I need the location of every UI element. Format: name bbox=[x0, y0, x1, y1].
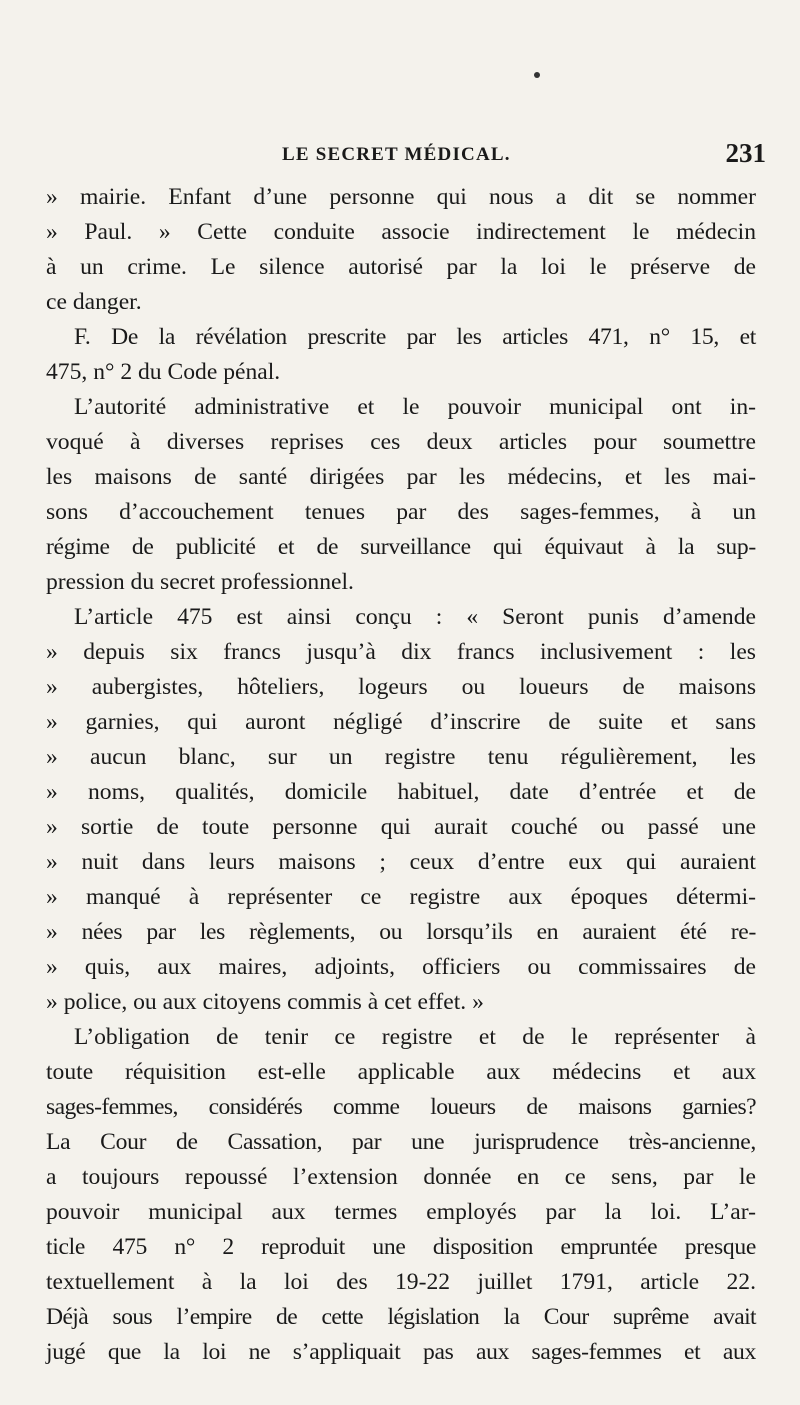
text-line: pression du secret professionnel. bbox=[46, 569, 354, 595]
running-title: LE SECRET MÉDICAL. bbox=[282, 144, 511, 165]
text-line: La Cour de Cassation, par une jurisprudence très-ancienne, bbox=[46, 1129, 756, 1155]
text-line: à un crime. Le silence autorisé par la loi le préserve de bbox=[46, 254, 756, 280]
text-line: F. De la révélation prescrite par les articles 471, n° 15, et bbox=[74, 324, 756, 350]
text-line: » nuit dans leurs maisons ; ceux d’entre eux qui auraient bbox=[46, 849, 756, 875]
text-line: » manqué à représenter ce registre aux époques détermi- bbox=[46, 884, 756, 910]
text-line: sages-femmes, considérés comme loueurs de maisons garnies? bbox=[46, 1094, 756, 1120]
text-line: les maisons de santé dirigées par les médecins, et les mai- bbox=[46, 464, 756, 490]
text-line: a toujours repoussé l’extension donnée en ce sens, par le bbox=[46, 1164, 756, 1190]
body-text bbox=[46, 180, 756, 1370]
text-line: » nées par les règlements, ou lorsqu’ils en auraient été re- bbox=[46, 919, 756, 945]
text-line: » aubergistes, hôteliers, logeurs ou loueurs de maisons bbox=[46, 674, 756, 700]
text-line: » garnies, qui auront négligé d’inscrire de suite et sans bbox=[46, 709, 756, 735]
text-line: » noms, qualités, domicile habituel, date d’entrée et de bbox=[46, 779, 756, 805]
text-line: » police, ou aux citoyens commis à cet effet. » bbox=[46, 989, 484, 1015]
page-number: 231 bbox=[725, 138, 766, 168]
text-line: » depuis six francs jusqu’à dix francs inclusivement : les bbox=[46, 639, 756, 665]
text-line: L’obligation de tenir ce registre et de le représenter à bbox=[74, 1024, 756, 1050]
text-line: » sortie de toute personne qui aurait couché ou passé une bbox=[46, 814, 756, 840]
text-line: voqué à diverses reprises ces deux articles pour soumettre bbox=[46, 429, 756, 455]
text-line: ticle 475 n° 2 reproduit une disposition empruntée presque bbox=[46, 1234, 756, 1260]
text-line: jugé que la loi ne s’appliquait pas aux sages-femmes et aux bbox=[46, 1339, 756, 1365]
text-line: » mairie. Enfant d’une personne qui nous a dit se nommer bbox=[46, 184, 756, 210]
text-line: pouvoir municipal aux termes employés par la loi. L’ar- bbox=[46, 1199, 756, 1225]
text-line: régime de publicité et de surveillance qui équivaut à la sup- bbox=[46, 534, 756, 560]
ink-dot bbox=[534, 72, 540, 78]
text-line: ce danger. bbox=[46, 289, 142, 315]
text-line: toute réquisition est-elle applicable aux médecins et aux bbox=[46, 1059, 756, 1085]
text-line: » aucun blanc, sur un registre tenu régulièrement, les bbox=[46, 744, 756, 770]
text-line: textuellement à la loi des 19-22 juillet 1791, article 22. bbox=[46, 1269, 756, 1295]
text-line: L’autorité administrative et le pouvoir municipal ont in- bbox=[74, 394, 756, 420]
text-line: » quis, aux maires, adjoints, officiers ou commissaires de bbox=[46, 954, 756, 980]
text-line: L’article 475 est ainsi conçu : « Seront punis d’amende bbox=[74, 604, 756, 630]
text-line: 475, n° 2 du Code pénal. bbox=[46, 359, 281, 385]
text-line: sons d’accouchement tenues par des sages-femmes, à un bbox=[46, 499, 756, 525]
page-header bbox=[46, 138, 766, 178]
text-line: Déjà sous l’empire de cette législation la Cour suprême avait bbox=[46, 1304, 756, 1330]
text-line: » Paul. » Cette conduite associe indirectement le médecin bbox=[46, 219, 756, 245]
